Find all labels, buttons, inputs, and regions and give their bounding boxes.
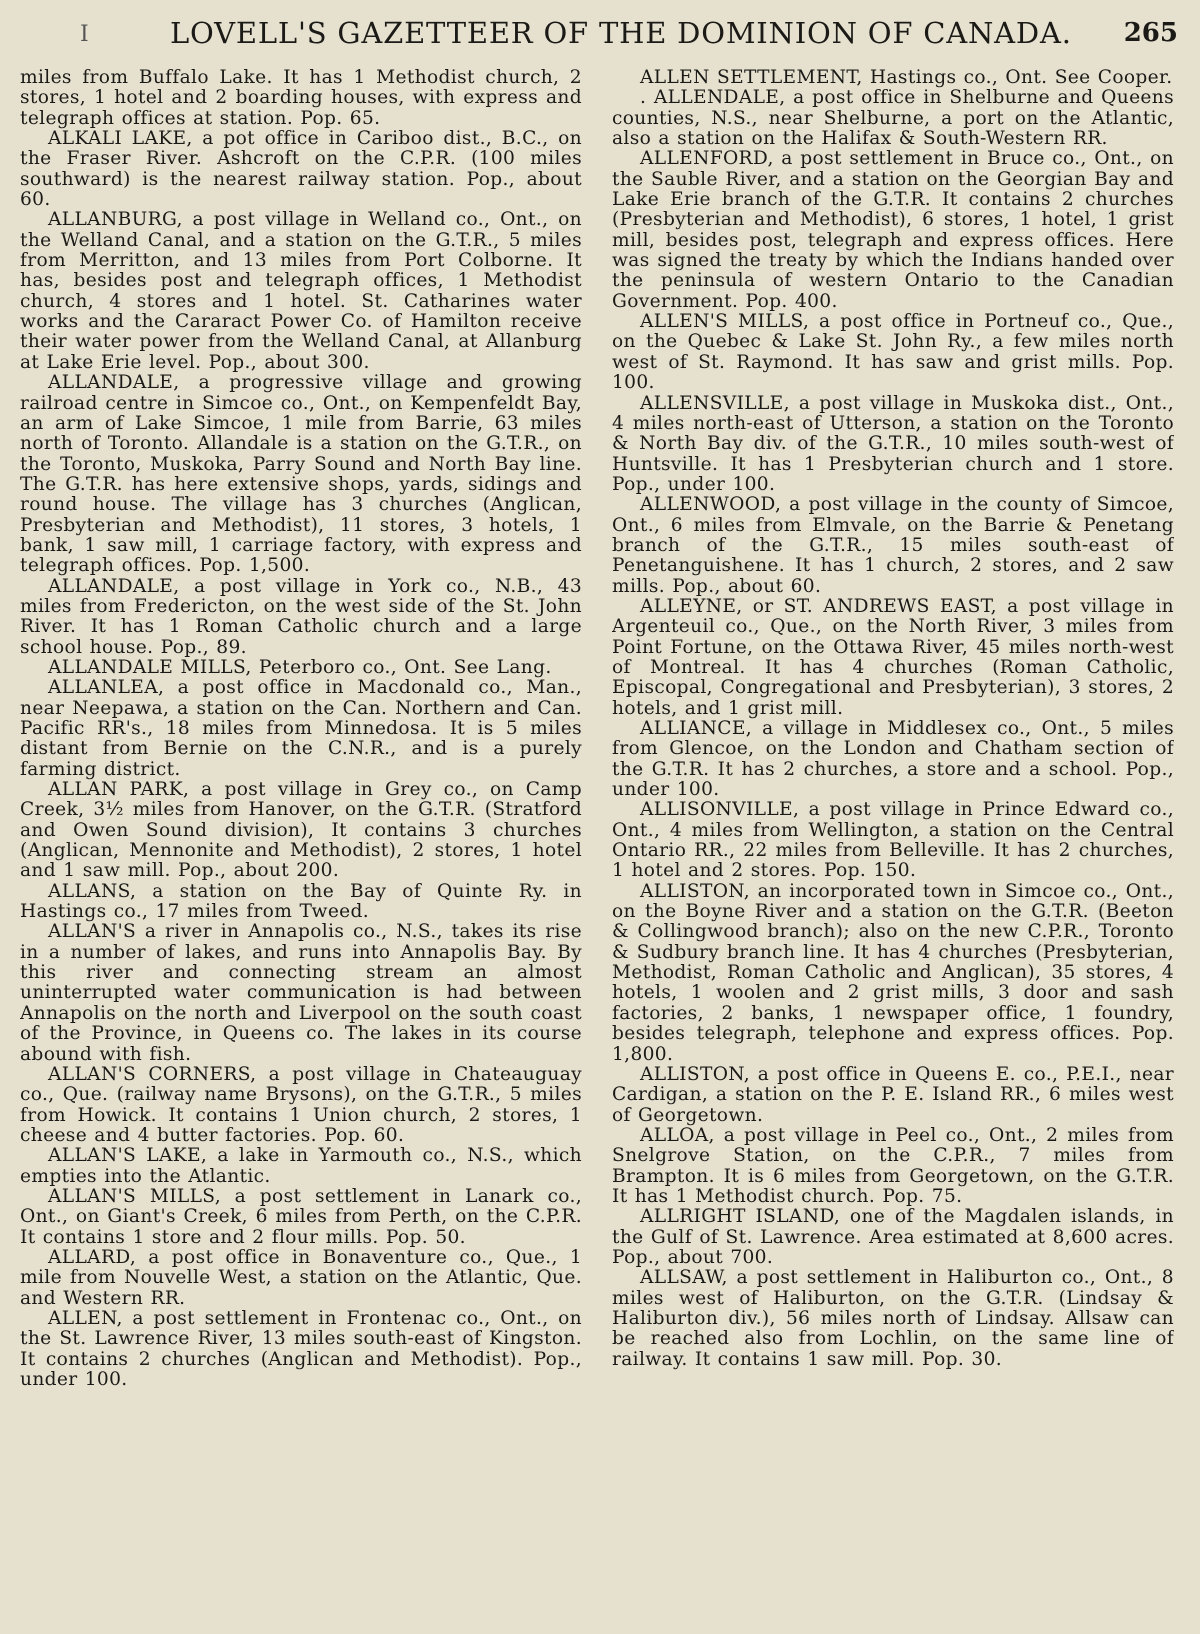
gazetteer-entry: ALLISTON, an incorporated town in Simcoe co., Ont., on the Boyne River and a station on the G.T.R. (Beeton & Collingwood branch); also on the new C.P.R., Toronto & Sudbury branch line. It has 4 churches (Presbyterian, Methodist, Roman Catholic and Anglican), 35 stores, 4 hotels, 1 woolen and 2 grist mills, 3 door and sash factories, 2 banks, 1 newspaper office, 1 foundry, besides telegraph, telephone and express offices. Pop. 1,800. xyxy=(612,880,1174,1065)
gazetteer-entry: ALLANDALE, a progressive village and growing railroad centre in Simcoe co., Ont., on Kempenfeldt Bay, an arm of Lake Simcoe, 1 mile from Barrie, 63 miles north of Toronto. Allandale is a station on the G.T.R., on the Toronto, Muskoka, Parry Sound and North Bay line. The G.T.R. has here extensive shops, yards, sidings and round house. The village has 3 churches (Anglican, Presbyterian and Methodist), 11 stores, 3 hotels, 1 bank, 1 saw mill, 1 carriage factory, with express and telegraph offices. Pop. 1,500. xyxy=(20,372,582,577)
text-columns xyxy=(20,68,1178,1628)
running-header xyxy=(20,14,1178,64)
left-column xyxy=(20,68,582,1628)
gazetteer-entry: ALLAN'S MILLS, a post settlement in Lanark co., Ont., on Giant's Creek, 6 miles from Perth, on the C.P.R. It contains 1 store and 2 flour mills. Pop. 50. xyxy=(20,1185,582,1248)
gazetteer-entry: ALLAN'S LAKE, a lake in Yarmouth co., N.S., which empties into the Atlantic. xyxy=(20,1145,582,1187)
gazetteer-entry: ALLISTON, a post office in Queens E. co., P.E.I., near Cardigan, a station on the P. E. Island RR., 6 miles west of Georgetown. xyxy=(612,1063,1174,1126)
gazetteer-entry: ALLRIGHT ISLAND, one of the Magdalen islands, in the Gulf of St. Lawrence. Area estimated at 8,600 acres. Pop., about 700. xyxy=(612,1206,1174,1268)
gazetteer-entry: ALLEN'S MILLS, a post office in Portneuf co., Que., on the Quebec & Lake St. John Ry., a few miles north west of St. Raymond. It has saw and grist mills. Pop. 100. xyxy=(612,311,1174,394)
gazetteer-entry: ALKALI LAKE, a pot office in Cariboo dist., B.C., on the Fraser River. Ashcroft on the C.P.R. (100 miles southward) is the nearest railway station. Pop., about 60. xyxy=(20,128,582,211)
gazetteer-entry: ALLSAW, a post settlement in Haliburton co., Ont., 8 miles west of Haliburton, on the G.T.R. (Lindsay & Haliburton div.), 56 miles north of Lindsay. Allsaw can be reached also from Lochlin, on the same line of railway. It contains 1 saw mill. Pop. 30. xyxy=(612,1267,1174,1370)
gazetteer-entry: ALLIANCE, a village in Middlesex co., Ont., 5 miles from Glencoe, on the London and Chatham section of the G.T.R. It has 2 churches, a store and a school. Pop., under 100. xyxy=(612,718,1174,801)
gazetteer-entry: ALLOA, a post village in Peel co., Ont., 2 miles from Snelgrove Station, on the C.P.R., 7 miles from Brampton. It is 6 miles from Georgetown, on the G.T.R. It has 1 Methodist church. Pop. 75. xyxy=(612,1124,1174,1207)
gazetteer-entry: ALLANLEA, a post office in Macdonald co., Man., near Neepawa, a station on the Can. Northern and Can. Pacific RR's., 18 miles from Minnedosa. It is 5 miles distant from Bernie on the C.N.R., and is a purely farming district. xyxy=(20,677,582,780)
gazetteer-entry: ALLAN'S a river in Annapolis co., N.S., takes its rise in a number of lakes, and runs into Annapolis Bay. By this river and connecting stream an almost uninterrupted water communication is had between Annapolis on the north and Liverpool on the south coast of the Province, in Queens co. The lakes in its course abound with fish. xyxy=(20,921,582,1065)
gazetteer-entry: ALLAN PARK, a post village in Grey co., on Camp Creek, 3½ miles from Hanover, on the G.T.R. (Stratford and Owen Sound division), It contains 3 churches (Anglican, Mennonite and Methodist), 2 stores, 1 hotel and 1 saw mill. Pop., about 200. xyxy=(20,779,582,882)
gazetteer-entry: ALLANDALE MILLS, Peterboro co., Ont. See Lang. xyxy=(48,656,552,678)
gazetteer-entry: ALLEYNE, or ST. ANDREWS EAST, a post village in Argenteuil co., Que., on the North River, 3 miles from Point Fortune, on the Ottawa River, 45 miles north-west of Montreal. It has 4 churches (Roman Catholic, Episcopal, Congregational and Presbyterian), 3 stores, 2 hotels, and 1 grist mill. xyxy=(612,595,1174,719)
gazetteer-entry: ALLANDALE, a post village in York co., N.B., 43 miles from Fredericton, on the west side of the St. John River. It has 1 Roman Catholic church and a large school house. Pop., 89. xyxy=(20,575,582,658)
gazetteer-entry: ALLISONVILLE, a post village in Prince Edward co., Ont., 4 miles from Wellington, a station on the Central Ontario RR., 22 miles from Belleville. It has 2 churches, 1 hotel and 2 stores. Pop. 150. xyxy=(612,799,1174,882)
margin-mark: I xyxy=(80,22,89,47)
right-column xyxy=(612,68,1174,1628)
gazetteer-entry: . ALLENDALE, a post office in Shelburne and Queens counties, N.S., near Shelburne, a port on the Atlantic, also a station on the Halifax & South-Western RR. xyxy=(612,87,1174,150)
running-title: LOVELL'S GAZETTEER OF THE DOMINION OF CANADA. xyxy=(170,16,1072,50)
gazetteer-entry: ALLENFORD, a post settlement in Bruce co., Ont., on the Sauble River, and a station on the Georgian Bay and Lake Erie branch of the G.T.R. It contains 2 churches (Presbyterian and Methodist), 6 stores, 1 hotel, 1 grist mill, besides post, telegraph and express offices. Here was signed the treaty by which the Indians handed over the peninsula of western Ontario to the Canadian Government. Pop. 400. xyxy=(612,148,1174,312)
page-number: 265 xyxy=(1123,18,1178,48)
gazetteer-entry: ALLAN'S CORNERS, a post village in Chateauguay co., Que. (railway name Brysons), on the G.T.R., 5 miles from Howick. It contains 1 Union church, 2 stores, 1 cheese and 4 butter factories. Pop. 60. xyxy=(20,1063,582,1146)
gazetteer-entry: ALLARD, a post office in Bonaventure co., Que., 1 mile from Nouvelle West, a station on the Atlantic, Que. and Western RR. xyxy=(20,1246,582,1309)
gazetteer-entry: ALLENSVILLE, a post village in Muskoka dist., Ont., 4 miles north-east of Utterson, a station on the Toronto & North Bay div. of the G.T.R., 10 miles south-west of Huntsville. It has 1 Presbyterian church and 1 store. Pop., under 100. xyxy=(612,392,1174,495)
gazetteer-entry: ALLENWOOD, a post village in the county of Simcoe, Ont., 6 miles from Elmvale, on the Barrie & Penetang branch of the G.T.R., 15 miles south-east of Penetanguishene. It has 1 church, 2 stores, and 2 saw mills. Pop., about 60. xyxy=(612,494,1174,597)
gazetteer-entry: ALLANBURG, a post village in Welland co., Ont., on the Welland Canal, and a station on the G.T.R., 5 miles from Merritton, and 13 miles from Port Colborne. It has, besides post and telegraph offices, 1 Methodist church, 4 stores and 1 hotel. St. Catharines water works and the Cararact Power Co. of Hamilton receive their water power from the Welland Canal, at Allanburg at Lake Erie level. Pop., about 300. xyxy=(20,209,582,373)
gazetteer-entry: ALLANS, a station on the Bay of Quinte Ry. in Hastings co., 17 miles from Tweed. xyxy=(20,880,582,923)
continued-paragraph: miles from Buffalo Lake. It has 1 Methodist church, 2 stores, 1 hotel and 2 boarding houses, with express and telegraph offices at station. Pop. 65. xyxy=(20,68,582,129)
gazetteer-entry: ALLEN SETTLEMENT, Hastings co., Ont. See Cooper. xyxy=(640,68,1173,88)
gazetteer-entry: ALLEN, a post settlement in Frontenac co., Ont., on the St. Lawrence River, 13 miles south-east of Kingston. It contains 2 churches (Anglican and Methodist). Pop., under 100. xyxy=(20,1307,582,1390)
